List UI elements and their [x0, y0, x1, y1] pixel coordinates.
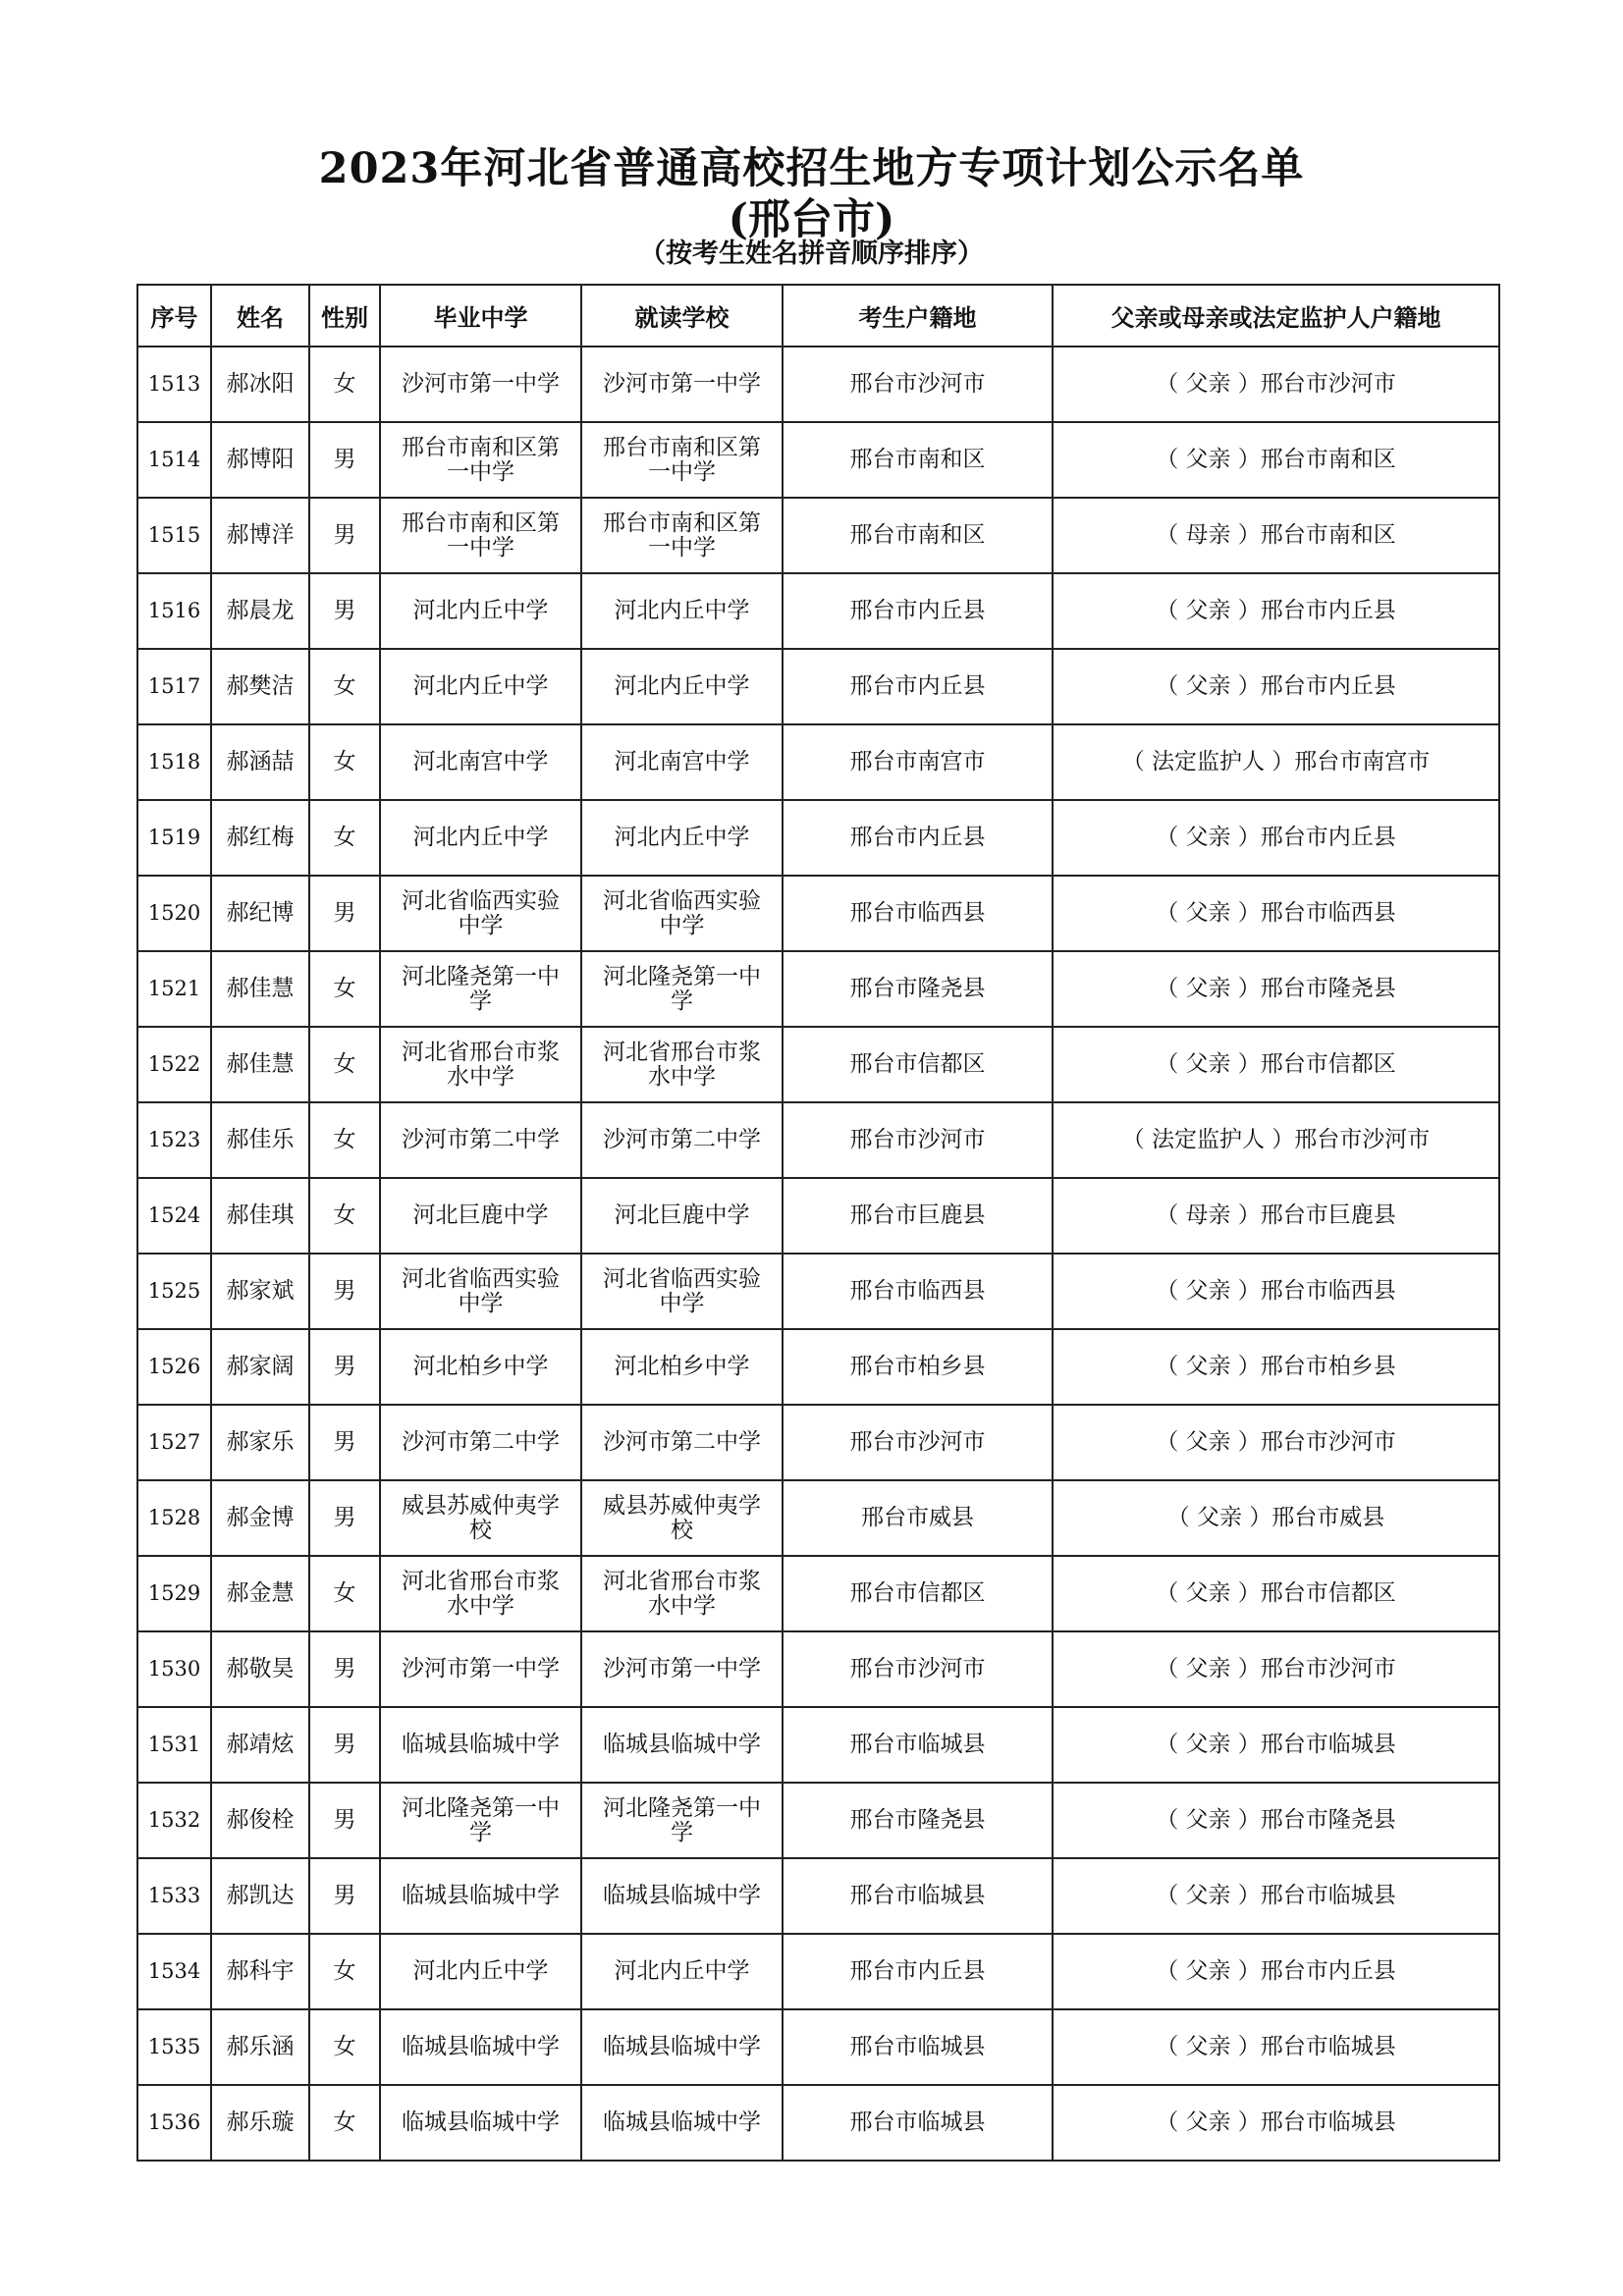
cell-graduated-school: 邢台市南和区第一中学 — [380, 498, 581, 573]
cell-current-school: 临城县临城中学 — [581, 2085, 783, 2161]
cell-graduated-school: 河北巨鹿中学 — [380, 1178, 581, 1254]
cell-parent-hukou: （ 父亲 ）邢台市信都区 — [1053, 1556, 1499, 1631]
cell-seq: 1527 — [137, 1405, 211, 1480]
cell-current-school: 河北柏乡中学 — [581, 1329, 783, 1405]
cell-hukou: 邢台市临城县 — [783, 1707, 1053, 1783]
cell-gender: 男 — [309, 422, 380, 498]
table-row — [137, 1858, 1499, 1934]
page-subtitle: (邢台市) — [728, 195, 895, 244]
cell-parent-hukou: （ 父亲 ）邢台市内丘县 — [1053, 800, 1499, 876]
cell-gender: 男 — [309, 1631, 380, 1707]
cell-gender: 女 — [309, 649, 380, 724]
cell-graduated-school: 临城县临城中学 — [380, 1858, 581, 1934]
table-row — [137, 649, 1499, 724]
cell-name: 郝涵喆 — [211, 724, 309, 800]
header-seq: 序号 — [137, 285, 211, 347]
cell-parent-hukou: （ 父亲 ）邢台市威县 — [1053, 1480, 1499, 1556]
cell-gender: 女 — [309, 724, 380, 800]
cell-seq: 1519 — [137, 800, 211, 876]
cell-gender: 男 — [309, 1405, 380, 1480]
roster-table — [136, 284, 1500, 2162]
cell-current-school: 河北内丘中学 — [581, 649, 783, 724]
cell-seq: 1524 — [137, 1178, 211, 1254]
cell-hukou: 邢台市临西县 — [783, 876, 1053, 951]
cell-hukou: 邢台市沙河市 — [783, 1405, 1053, 1480]
cell-parent-hukou: （ 父亲 ）邢台市柏乡县 — [1053, 1329, 1499, 1405]
header-name: 姓名 — [211, 285, 309, 347]
cell-parent-hukou: （ 父亲 ）邢台市内丘县 — [1053, 573, 1499, 649]
cell-parent-hukou: （ 父亲 ）邢台市南和区 — [1053, 422, 1499, 498]
table-row — [137, 1254, 1499, 1329]
cell-graduated-school: 河北内丘中学 — [380, 573, 581, 649]
cell-hukou: 邢台市内丘县 — [783, 649, 1053, 724]
cell-seq: 1525 — [137, 1254, 211, 1329]
cell-gender: 男 — [309, 1707, 380, 1783]
table-row — [137, 1480, 1499, 1556]
cell-graduated-school: 河北内丘中学 — [380, 1934, 581, 2009]
cell-name: 郝佳乐 — [211, 1102, 309, 1178]
table-row — [137, 876, 1499, 951]
header-row — [137, 285, 1499, 347]
cell-graduated-school: 沙河市第一中学 — [380, 347, 581, 422]
cell-name: 郝家斌 — [211, 1254, 309, 1329]
cell-gender: 男 — [309, 1254, 380, 1329]
cell-graduated-school: 河北柏乡中学 — [380, 1329, 581, 1405]
cell-graduated-school: 河北省邢台市浆水中学 — [380, 1556, 581, 1631]
cell-graduated-school: 临城县临城中学 — [380, 2085, 581, 2161]
cell-hukou: 邢台市沙河市 — [783, 1102, 1053, 1178]
cell-seq: 1526 — [137, 1329, 211, 1405]
cell-seq: 1530 — [137, 1631, 211, 1707]
cell-name: 郝晨龙 — [211, 573, 309, 649]
cell-name: 郝靖炫 — [211, 1707, 309, 1783]
cell-parent-hukou: （ 母亲 ）邢台市巨鹿县 — [1053, 1178, 1499, 1254]
cell-parent-hukou: （ 父亲 ）邢台市信都区 — [1053, 1027, 1499, 1102]
cell-gender: 女 — [309, 1102, 380, 1178]
cell-parent-hukou: （ 父亲 ）邢台市临城县 — [1053, 1707, 1499, 1783]
cell-hukou: 邢台市临城县 — [783, 1858, 1053, 1934]
cell-parent-hukou: （ 法定监护人 ）邢台市沙河市 — [1053, 1102, 1499, 1178]
cell-graduated-school: 河北隆尧第一中学 — [380, 1783, 581, 1858]
cell-graduated-school: 临城县临城中学 — [380, 2009, 581, 2085]
cell-hukou: 邢台市内丘县 — [783, 573, 1053, 649]
cell-hukou: 邢台市柏乡县 — [783, 1329, 1053, 1405]
cell-name: 郝佳琪 — [211, 1178, 309, 1254]
cell-parent-hukou: （ 父亲 ）邢台市隆尧县 — [1053, 1783, 1499, 1858]
cell-hukou: 邢台市临城县 — [783, 2085, 1053, 2161]
cell-seq: 1515 — [137, 498, 211, 573]
cell-graduated-school: 河北内丘中学 — [380, 649, 581, 724]
cell-name: 郝俊栓 — [211, 1783, 309, 1858]
cell-seq: 1522 — [137, 1027, 211, 1102]
cell-seq: 1533 — [137, 1858, 211, 1934]
cell-current-school: 河北省邢台市浆水中学 — [581, 1556, 783, 1631]
cell-name: 郝金博 — [211, 1480, 309, 1556]
cell-parent-hukou: （ 父亲 ）邢台市内丘县 — [1053, 1934, 1499, 2009]
cell-current-school: 临城县临城中学 — [581, 1858, 783, 1934]
cell-hukou: 邢台市威县 — [783, 1480, 1053, 1556]
table-row — [137, 1027, 1499, 1102]
cell-name: 郝乐涵 — [211, 2009, 309, 2085]
cell-current-school: 临城县临城中学 — [581, 1707, 783, 1783]
cell-hukou: 邢台市信都区 — [783, 1556, 1053, 1631]
header-hukou: 考生户籍地 — [783, 285, 1053, 347]
table-row — [137, 1631, 1499, 1707]
cell-hukou: 邢台市临城县 — [783, 2009, 1053, 2085]
cell-graduated-school: 河北省临西实验中学 — [380, 876, 581, 951]
cell-parent-hukou: （ 法定监护人 ）邢台市南宫市 — [1053, 724, 1499, 800]
cell-seq: 1514 — [137, 422, 211, 498]
cell-gender: 男 — [309, 1858, 380, 1934]
cell-hukou: 邢台市南和区 — [783, 498, 1053, 573]
cell-seq: 1520 — [137, 876, 211, 951]
cell-graduated-school: 沙河市第一中学 — [380, 1631, 581, 1707]
cell-parent-hukou: （ 父亲 ）邢台市沙河市 — [1053, 347, 1499, 422]
cell-current-school: 沙河市第二中学 — [581, 1102, 783, 1178]
cell-parent-hukou: （ 父亲 ）邢台市沙河市 — [1053, 1631, 1499, 1707]
cell-hukou: 邢台市信都区 — [783, 1027, 1053, 1102]
table-row — [137, 1783, 1499, 1858]
cell-gender: 男 — [309, 498, 380, 573]
cell-current-school: 沙河市第一中学 — [581, 1631, 783, 1707]
cell-graduated-school: 河北省邢台市浆水中学 — [380, 1027, 581, 1102]
cell-name: 郝佳慧 — [211, 1027, 309, 1102]
table-row — [137, 800, 1499, 876]
cell-gender: 女 — [309, 347, 380, 422]
table-row — [137, 1102, 1499, 1178]
cell-hukou: 邢台市沙河市 — [783, 1631, 1053, 1707]
cell-name: 郝博阳 — [211, 422, 309, 498]
cell-seq: 1528 — [137, 1480, 211, 1556]
cell-current-school: 河北内丘中学 — [581, 1934, 783, 2009]
cell-parent-hukou: （ 父亲 ）邢台市内丘县 — [1053, 649, 1499, 724]
table-row — [137, 1329, 1499, 1405]
cell-seq: 1532 — [137, 1783, 211, 1858]
cell-current-school: 河北省临西实验中学 — [581, 1254, 783, 1329]
cell-hukou: 邢台市临西县 — [783, 1254, 1053, 1329]
cell-parent-hukou: （ 父亲 ）邢台市临西县 — [1053, 876, 1499, 951]
cell-parent-hukou: （ 父亲 ）邢台市隆尧县 — [1053, 951, 1499, 1027]
cell-name: 郝佳慧 — [211, 951, 309, 1027]
cell-current-school: 河北巨鹿中学 — [581, 1178, 783, 1254]
cell-seq: 1536 — [137, 2085, 211, 2161]
table-row — [137, 724, 1499, 800]
cell-graduated-school: 威县苏威仲夷学校 — [380, 1480, 581, 1556]
cell-current-school: 河北省邢台市浆水中学 — [581, 1027, 783, 1102]
table-row — [137, 573, 1499, 649]
cell-name: 郝敬昊 — [211, 1631, 309, 1707]
cell-seq: 1535 — [137, 2009, 211, 2085]
cell-seq: 1529 — [137, 1556, 211, 1631]
cell-gender: 男 — [309, 573, 380, 649]
cell-seq: 1521 — [137, 951, 211, 1027]
cell-hukou: 邢台市内丘县 — [783, 1934, 1053, 2009]
cell-parent-hukou: （ 父亲 ）邢台市临西县 — [1053, 1254, 1499, 1329]
sort-note: （按考生姓名拼音顺序排序） — [639, 239, 984, 269]
cell-graduated-school: 临城县临城中学 — [380, 1707, 581, 1783]
header-parent-hukou: 父亲或母亲或法定监护人户籍地 — [1053, 285, 1499, 347]
cell-seq: 1523 — [137, 1102, 211, 1178]
cell-graduated-school: 邢台市南和区第一中学 — [380, 422, 581, 498]
table-row — [137, 2009, 1499, 2085]
cell-seq: 1516 — [137, 573, 211, 649]
cell-gender: 女 — [309, 2085, 380, 2161]
cell-graduated-school: 河北南宫中学 — [380, 724, 581, 800]
cell-current-school: 河北隆尧第一中学 — [581, 1783, 783, 1858]
header-current-school: 就读学校 — [581, 285, 783, 347]
page-title: 2023年河北省普通高校招生地方专项计划公示名单 — [318, 144, 1305, 193]
cell-gender: 男 — [309, 876, 380, 951]
table-row — [137, 498, 1499, 573]
cell-gender: 女 — [309, 1934, 380, 2009]
cell-name: 郝凯达 — [211, 1858, 309, 1934]
cell-graduated-school: 沙河市第二中学 — [380, 1405, 581, 1480]
cell-name: 郝金慧 — [211, 1556, 309, 1631]
cell-hukou: 邢台市内丘县 — [783, 800, 1053, 876]
cell-name: 郝家阔 — [211, 1329, 309, 1405]
cell-parent-hukou: （ 父亲 ）邢台市临城县 — [1053, 2085, 1499, 2161]
table-row — [137, 1556, 1499, 1631]
cell-gender: 女 — [309, 800, 380, 876]
cell-current-school: 临城县临城中学 — [581, 2009, 783, 2085]
header-graduated-school: 毕业中学 — [380, 285, 581, 347]
cell-hukou: 邢台市南和区 — [783, 422, 1053, 498]
table-row — [137, 1707, 1499, 1783]
cell-seq: 1517 — [137, 649, 211, 724]
table-row — [137, 951, 1499, 1027]
cell-current-school: 河北内丘中学 — [581, 800, 783, 876]
cell-current-school: 邢台市南和区第一中学 — [581, 498, 783, 573]
cell-gender: 男 — [309, 1783, 380, 1858]
cell-gender: 男 — [309, 1480, 380, 1556]
cell-parent-hukou: （ 父亲 ）邢台市沙河市 — [1053, 1405, 1499, 1480]
cell-name: 郝樊洁 — [211, 649, 309, 724]
cell-gender: 女 — [309, 1556, 380, 1631]
cell-current-school: 河北省临西实验中学 — [581, 876, 783, 951]
cell-current-school: 沙河市第一中学 — [581, 347, 783, 422]
cell-name: 郝博洋 — [211, 498, 309, 573]
cell-gender: 女 — [309, 951, 380, 1027]
cell-current-school: 邢台市南和区第一中学 — [581, 422, 783, 498]
cell-parent-hukou: （ 母亲 ）邢台市南和区 — [1053, 498, 1499, 573]
cell-seq: 1518 — [137, 724, 211, 800]
cell-name: 郝纪博 — [211, 876, 309, 951]
cell-gender: 女 — [309, 1027, 380, 1102]
cell-seq: 1534 — [137, 1934, 211, 2009]
cell-name: 郝科宇 — [211, 1934, 309, 2009]
cell-hukou: 邢台市隆尧县 — [783, 951, 1053, 1027]
cell-hukou: 邢台市巨鹿县 — [783, 1178, 1053, 1254]
cell-graduated-school: 河北省临西实验中学 — [380, 1254, 581, 1329]
cell-hukou: 邢台市隆尧县 — [783, 1783, 1053, 1858]
cell-name: 郝红梅 — [211, 800, 309, 876]
cell-parent-hukou: （ 父亲 ）邢台市临城县 — [1053, 2009, 1499, 2085]
cell-gender: 女 — [309, 2009, 380, 2085]
cell-hukou: 邢台市沙河市 — [783, 347, 1053, 422]
cell-gender: 男 — [309, 1329, 380, 1405]
cell-current-school: 河北隆尧第一中学 — [581, 951, 783, 1027]
cell-current-school: 河北内丘中学 — [581, 573, 783, 649]
header-gender: 性别 — [309, 285, 380, 347]
table-row — [137, 2085, 1499, 2161]
cell-current-school: 威县苏威仲夷学校 — [581, 1480, 783, 1556]
cell-graduated-school: 河北内丘中学 — [380, 800, 581, 876]
table-row — [137, 1405, 1499, 1480]
cell-current-school: 河北南宫中学 — [581, 724, 783, 800]
cell-seq: 1513 — [137, 347, 211, 422]
table-row — [137, 347, 1499, 422]
table-row — [137, 1934, 1499, 2009]
cell-hukou: 邢台市南宫市 — [783, 724, 1053, 800]
cell-graduated-school: 沙河市第二中学 — [380, 1102, 581, 1178]
cell-name: 郝乐璇 — [211, 2085, 309, 2161]
table-row — [137, 422, 1499, 498]
cell-name: 郝冰阳 — [211, 347, 309, 422]
cell-name: 郝家乐 — [211, 1405, 309, 1480]
table-row — [137, 1178, 1499, 1254]
cell-seq: 1531 — [137, 1707, 211, 1783]
cell-current-school: 沙河市第二中学 — [581, 1405, 783, 1480]
cell-parent-hukou: （ 父亲 ）邢台市临城县 — [1053, 1858, 1499, 1934]
cell-graduated-school: 河北隆尧第一中学 — [380, 951, 581, 1027]
cell-gender: 女 — [309, 1178, 380, 1254]
